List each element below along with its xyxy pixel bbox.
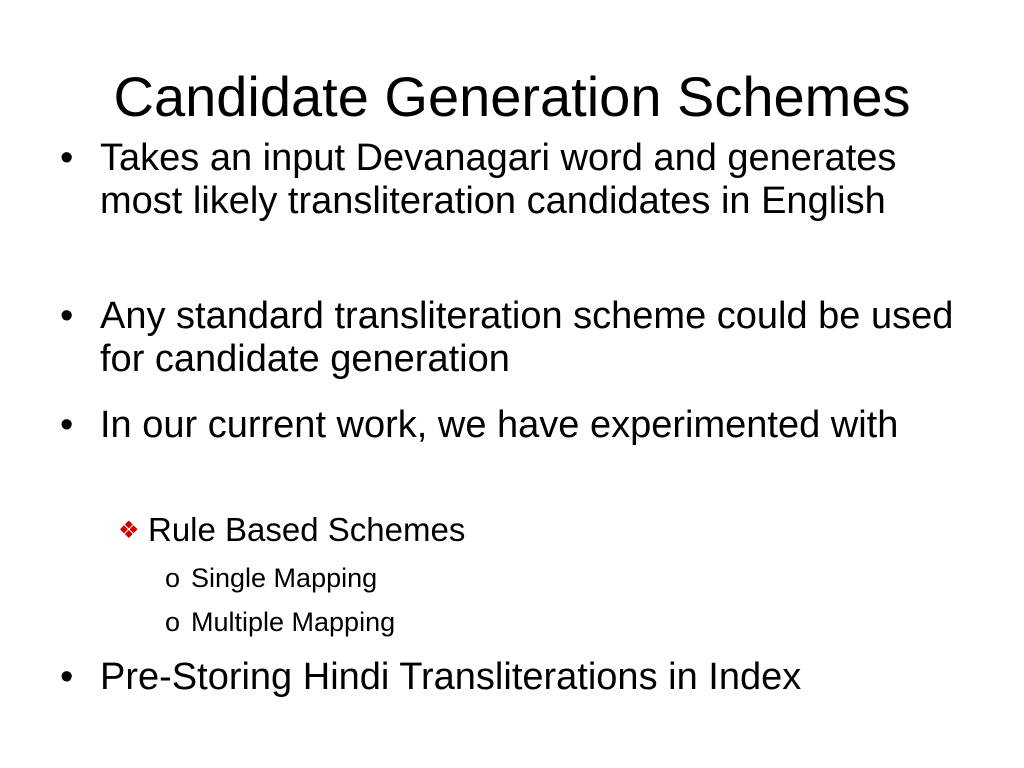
slide-title: Candidate Generation Schemes [113, 65, 911, 128]
sub-bullet-text: Rule Based Schemes [148, 511, 466, 548]
sub-bullet-item [118, 510, 465, 551]
bullet-row [60, 656, 980, 699]
bullet-icon: • [60, 137, 74, 179]
bullet-text: Takes an input Devanagari word and generates most likely transliteration candidates in English [100, 137, 897, 222]
sub-sub-bullet-text: Multiple Mapping [191, 607, 396, 637]
diamond-bullet-icon: ❖ [118, 517, 140, 544]
bullet-icon: • [60, 656, 74, 698]
sub-sub-bullet-item [165, 605, 395, 639]
bullet-row [60, 295, 980, 381]
bullet-text: Any standard transliteration scheme could be used for candidate generation [100, 295, 954, 380]
bullet-icon: • [60, 404, 74, 446]
bullet-row [60, 404, 980, 447]
bullet-item [60, 137, 980, 223]
bullet-row [60, 137, 980, 223]
circle-bullet-icon: o [165, 607, 181, 637]
bullet-text: Pre-Storing Hindi Transliterations in Index [100, 656, 802, 698]
bullet-item [60, 656, 980, 699]
sub-sub-bullet-item [165, 561, 377, 595]
bullet-icon: • [60, 295, 74, 337]
circle-bullet-icon: o [165, 563, 181, 593]
sub-sub-bullet-text: Single Mapping [191, 563, 378, 593]
bullet-text: In our current work, we have experimented with [100, 404, 899, 446]
bullet-item [60, 295, 980, 381]
bullet-item [60, 404, 980, 447]
